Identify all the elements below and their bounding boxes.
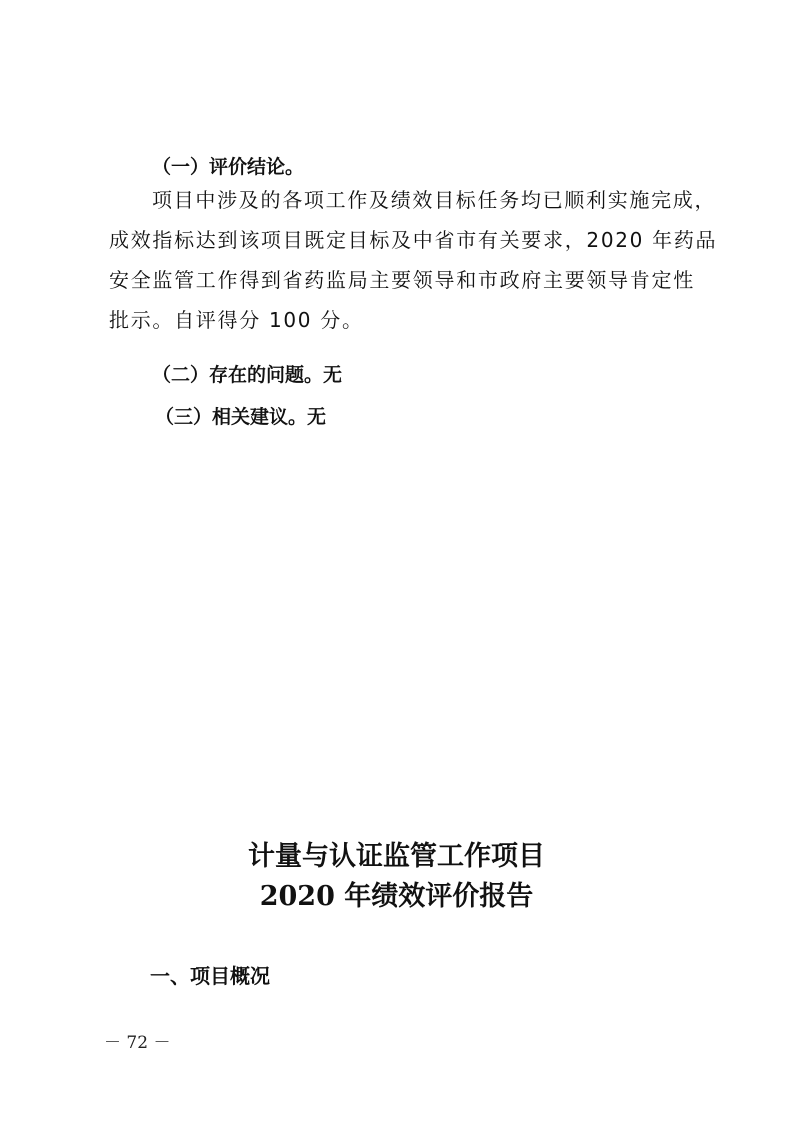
page-number: － 72 － — [104, 1033, 171, 1053]
paragraph-line: 成效指标达到该项目既定目标及中省市有关要求，2020 年药品 — [109, 228, 718, 252]
paragraph-line: 项目中涉及的各项工作及绩效目标任务均已顺利实施完成， — [152, 188, 717, 212]
problems-heading: （二）存在的问题。无 — [152, 364, 343, 386]
section-heading-project-overview: 一、项目概况 — [150, 964, 270, 988]
paragraph-line: 安全监管工作得到省药监局主要领导和市政府主要领导肯定性 — [109, 268, 695, 292]
report-title-line1: 计量与认证监管工作项目 — [248, 841, 545, 872]
conclusion-heading: （一）评价结论。 — [152, 156, 305, 178]
suggestions-heading: （三）相关建议。无 — [155, 406, 327, 428]
report-title-line2: 2020 年绩效评价报告 — [259, 881, 534, 912]
paragraph-line: 批示。自评得分 100 分。 — [109, 308, 364, 332]
conclusion-paragraph — [109, 180, 718, 340]
